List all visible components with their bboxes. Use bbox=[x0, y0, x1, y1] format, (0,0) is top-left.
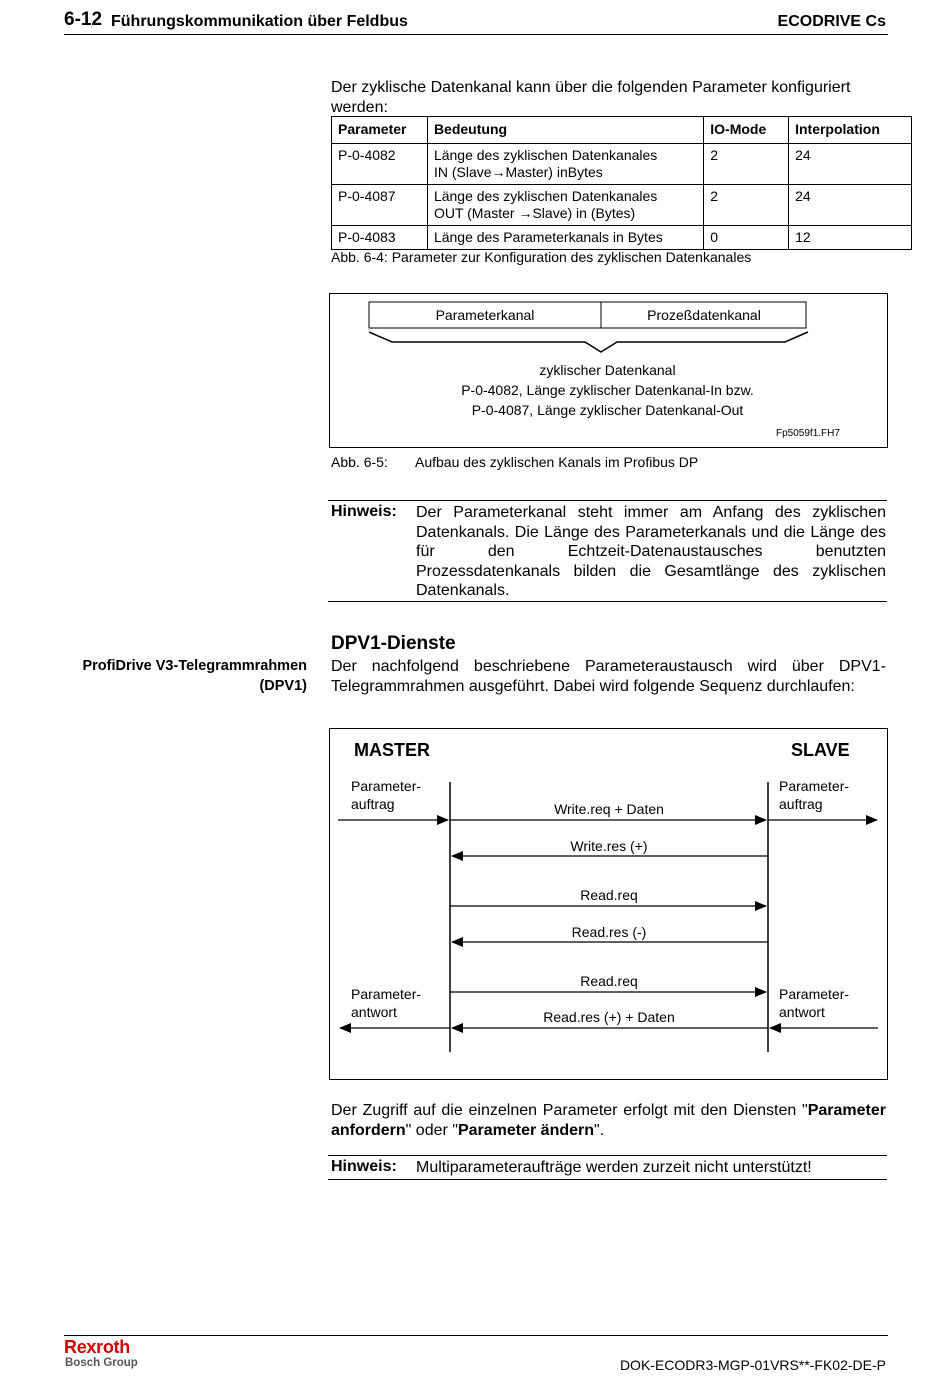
service-name: Parameter anfordern bbox=[331, 1102, 886, 1139]
margin-label: ProfiDrive V3-Telegrammrahmen (DPV1) bbox=[82, 658, 307, 694]
param-meaning: Länge des zyklischen Datenkanales IN (Slave→Master) inBytes bbox=[427, 144, 703, 185]
slave-response-label: Parameter- antwort bbox=[779, 986, 850, 1020]
message-label: Write.res (+) bbox=[570, 838, 648, 854]
table-row bbox=[332, 226, 912, 250]
param-id: P-0-4087 bbox=[332, 185, 428, 226]
service-name: Parameter ändern bbox=[457, 1121, 595, 1139]
section-heading: DPV1-Dienste bbox=[331, 633, 456, 654]
master-label: MASTER bbox=[354, 740, 430, 760]
table-header-row bbox=[332, 117, 912, 144]
table-header-cell: Bedeutung bbox=[427, 117, 703, 144]
section-body: Der nachfolgend beschriebene Parameteraustausch wird über DPV1-Telegrammrahmen ausgeführt. Dabei wird folgende Sequenz durchlaufen: bbox=[331, 658, 886, 695]
param-id: P-0-4082 bbox=[332, 144, 428, 185]
cyclic-channel-in-label: P-0-4082, Länge zyklischer Datenkanal-In bzw. bbox=[461, 382, 754, 398]
param-interpolation: 12 bbox=[789, 226, 912, 250]
param-io-mode: 0 bbox=[704, 226, 789, 250]
rexroth-logo: Rexroth bbox=[64, 1337, 130, 1357]
note-top-rule bbox=[328, 500, 887, 501]
note-top-rule bbox=[328, 1155, 887, 1156]
cyclic-channel-out-label: P-0-4087, Länge zyklischer Datenkanal-Out bbox=[471, 402, 744, 418]
slave-request-label: Parameter- auftrag bbox=[779, 778, 850, 812]
message-label: Read.req bbox=[580, 887, 638, 903]
param-meaning: Länge des Parameterkanals in Bytes bbox=[427, 226, 703, 250]
chapter-number: 6-12 bbox=[64, 9, 103, 30]
figure-caption-6-5 bbox=[331, 454, 698, 470]
note-bottom-rule bbox=[328, 1179, 887, 1180]
table-header-cell: Interpolation bbox=[789, 117, 912, 144]
table-row bbox=[332, 144, 912, 185]
message-label: Read.res (-) bbox=[571, 924, 647, 940]
slave-label: SLAVE bbox=[791, 740, 850, 760]
param-io-mode: 2 bbox=[704, 144, 789, 185]
bosch-group-label: Bosch Group bbox=[65, 1357, 138, 1369]
param-interpolation: 24 bbox=[789, 185, 912, 226]
figure-caption-6-4: Abb. 6-4: Parameter zur Konfiguration des zyklischen Datenkanales bbox=[331, 249, 752, 265]
channel-brace bbox=[369, 332, 808, 352]
access-paragraph: Der Zugriff auf die einzelnen Parameter erfolgt mit den Diensten "Parameter anfordern" oder "Parameter ändern". bbox=[331, 1102, 886, 1139]
figure-file-ref: Fp5059f1.FH7 bbox=[776, 428, 840, 439]
caption-label: Abb. 6-5: bbox=[331, 454, 388, 470]
param-meaning: Länge des zyklischen Datenkanales OUT (Master →Slave) in (Bytes) bbox=[427, 185, 703, 226]
dpv1-sequence-figure bbox=[329, 728, 888, 1080]
table-header-cell: IO-Mode bbox=[704, 117, 789, 144]
parameter-table bbox=[331, 116, 912, 250]
note-text: Der Parameterkanal steht immer am Anfang des zyklischen Datenkanals. Die Länge des Parameterkanals und die Länge des für den Echtzeit-Datenaustausches benutzten Prozessdatenkanals bilden die Gesamtlänge des zyklischen Datenkanals. bbox=[416, 504, 886, 599]
product-name: ECODRIVE Cs bbox=[777, 13, 886, 30]
chapter-title: Führungskommunikation über Feldbus bbox=[111, 13, 408, 30]
param-io-mode: 2 bbox=[704, 185, 789, 226]
note-bottom-rule bbox=[328, 601, 887, 602]
intro-paragraph: Der zyklische Datenkanal kann über die folgenden Parameter konfiguriert werden: bbox=[331, 79, 851, 116]
note-label: Hinweis: bbox=[331, 503, 397, 520]
message-label: Write.req + Daten bbox=[554, 801, 664, 817]
table-header-cell: Parameter bbox=[332, 117, 428, 144]
note-label: Hinweis: bbox=[331, 1158, 397, 1175]
master-request-label: Parameter- auftrag bbox=[351, 778, 422, 812]
table-row bbox=[332, 185, 912, 226]
parameter-channel-label: Parameterkanal bbox=[435, 307, 535, 323]
header-rule bbox=[64, 34, 888, 35]
message-label: Read.req bbox=[580, 973, 638, 989]
process-data-channel-label: Prozeßdatenkanal bbox=[647, 307, 761, 323]
message-label: Read.res (+) + Daten bbox=[543, 1009, 675, 1025]
cyclic-channel-figure bbox=[329, 293, 888, 448]
param-id: P-0-4083 bbox=[332, 226, 428, 250]
param-interpolation: 24 bbox=[789, 144, 912, 185]
master-response-label: Parameter- antwort bbox=[351, 986, 422, 1020]
caption-text: Aufbau des zyklischen Kanals im Profibus DP bbox=[415, 454, 699, 470]
document-id: DOK-ECODR3-MGP-01VRS**-FK02-DE-P bbox=[619, 1357, 886, 1373]
note-text: Multiparameteraufträge werden zurzeit nicht unterstützt! bbox=[416, 1159, 812, 1176]
cyclic-channel-label: zyklischer Datenkanal bbox=[539, 362, 676, 378]
footer-rule bbox=[64, 1335, 888, 1336]
